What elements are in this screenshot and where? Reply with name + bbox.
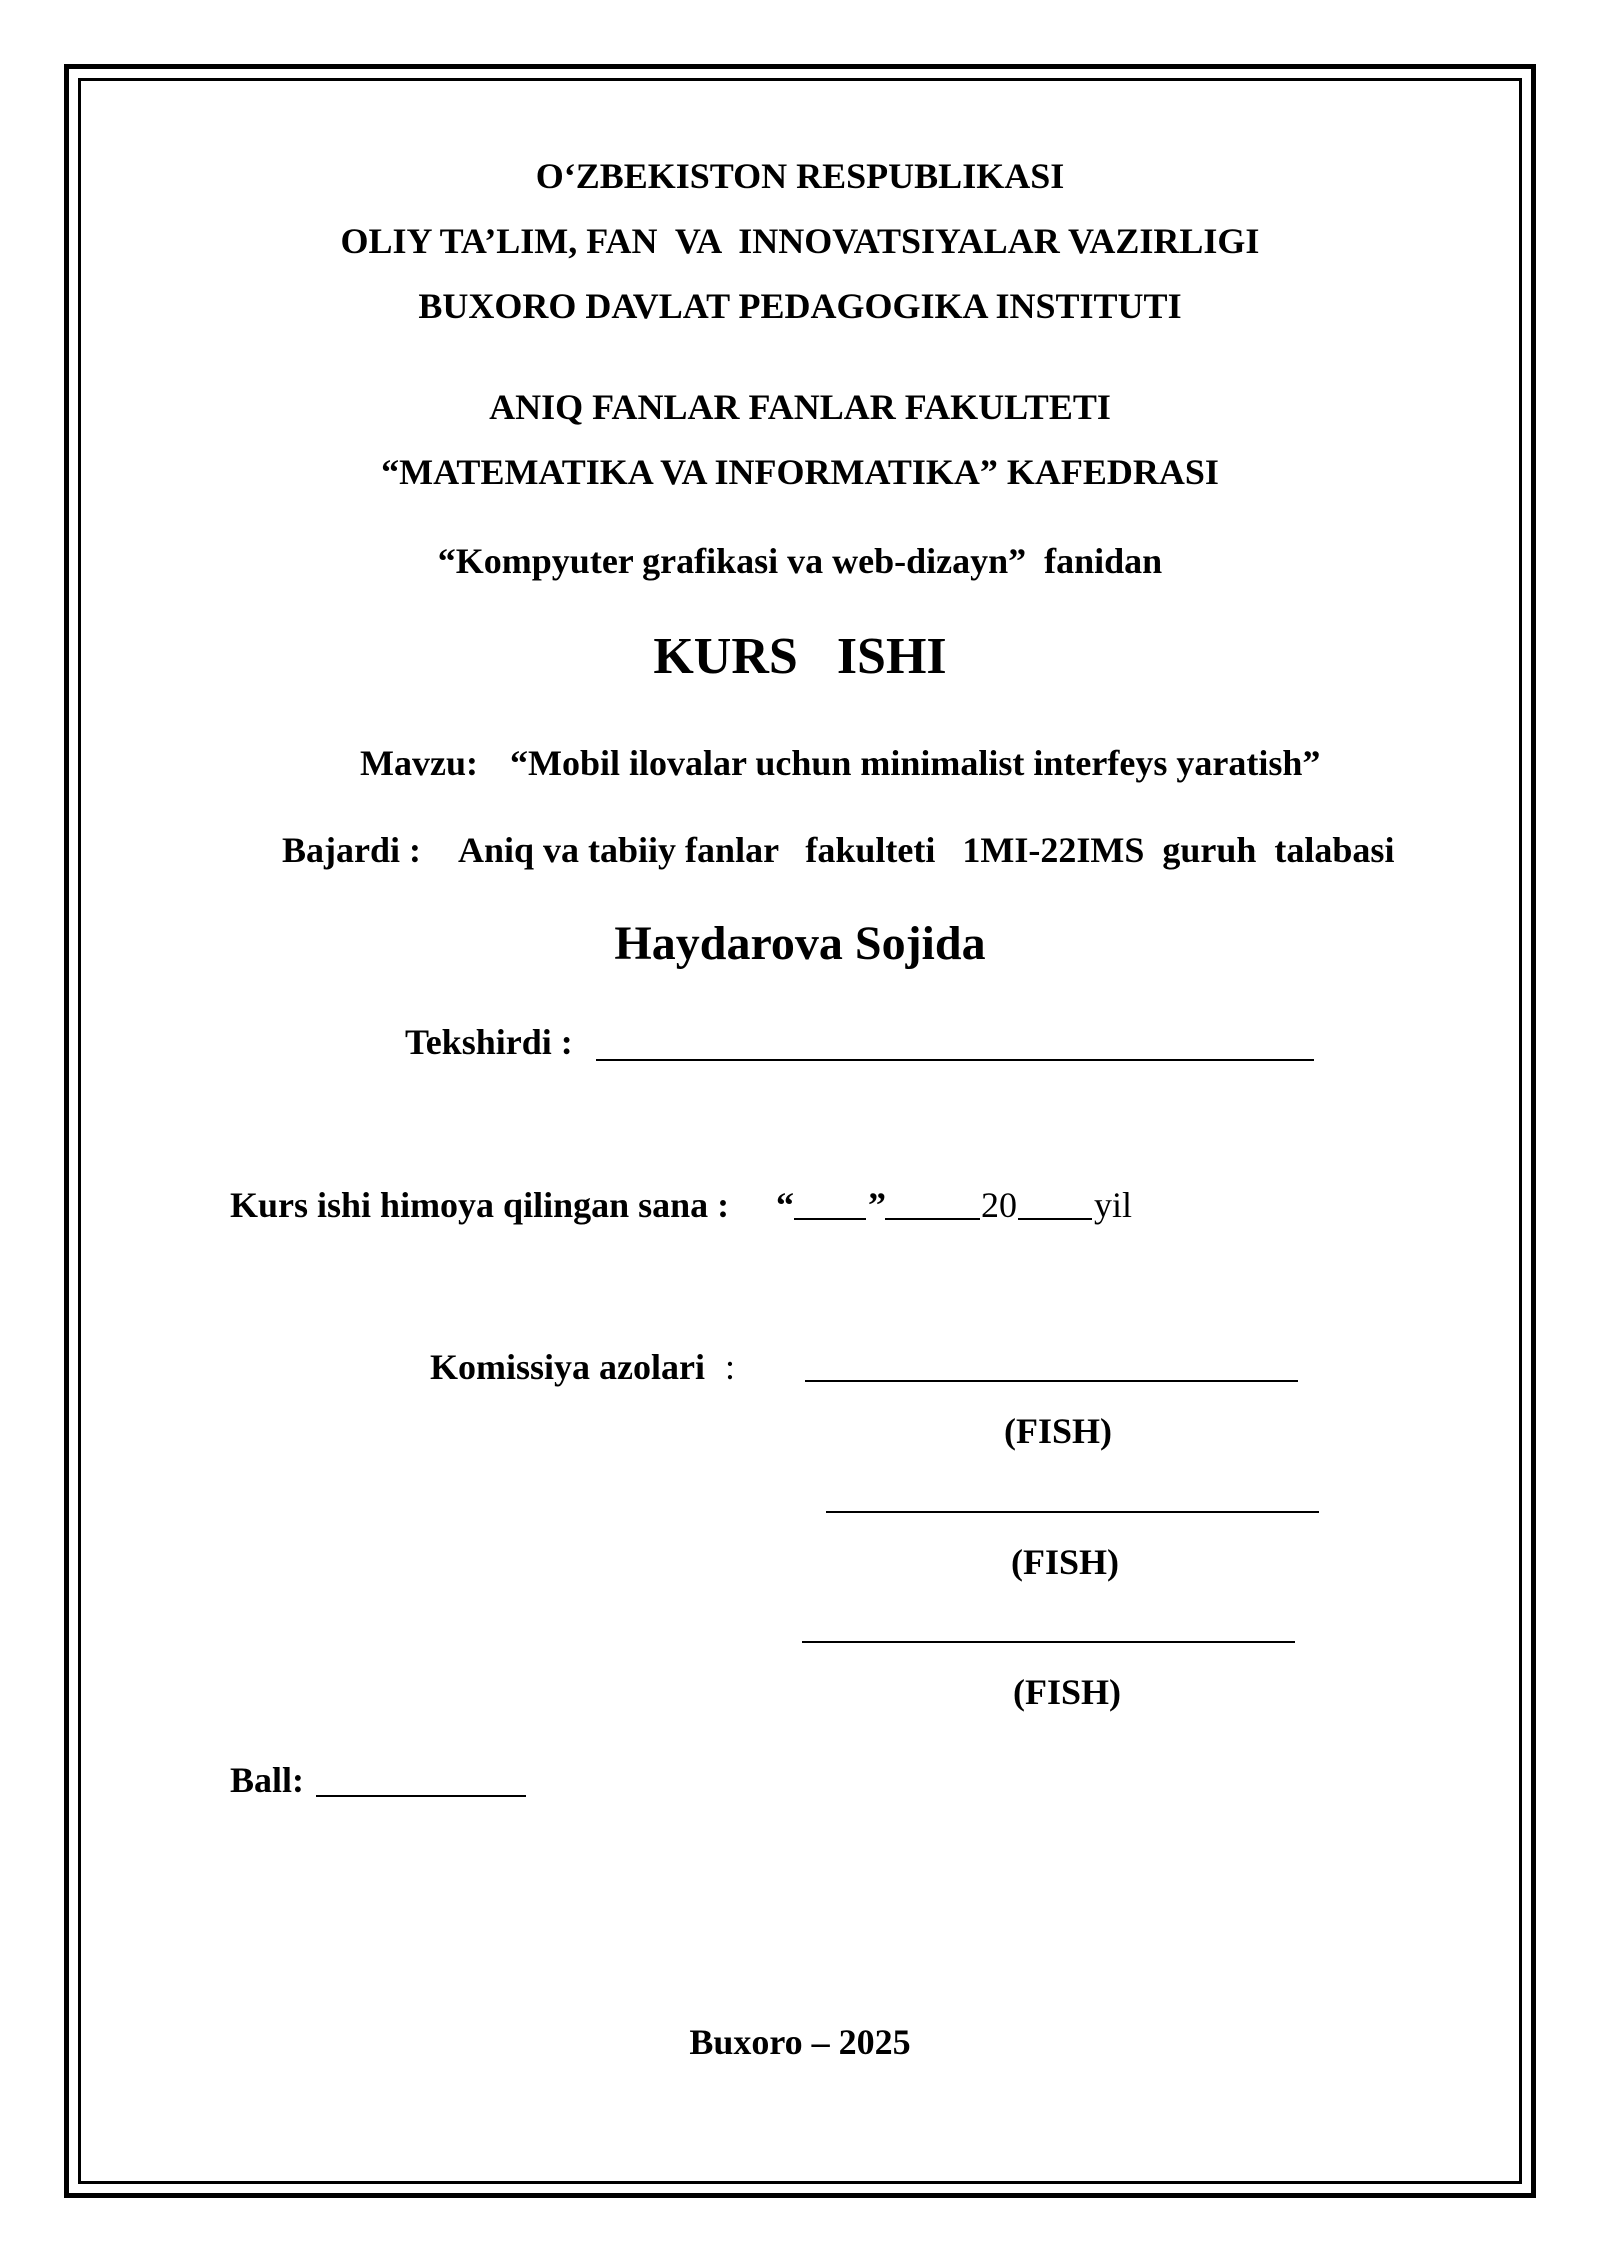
defense-open-quote: “ [776,1185,794,1225]
defense-month-blank [885,1218,980,1220]
commission-signature-line-3 [802,1641,1295,1643]
commission-member-2: (FISH) [1011,1542,1119,1582]
subject-line: “Kompyuter grafikasi va web-dizayn” fanidan [437,541,1163,581]
commission-member-3: (FISH) [1013,1672,1121,1712]
header-faculty: ANIQ FANLAR FANLAR FAKULTETI [489,387,1111,427]
header-country: O‘ZBEKISTON RESPUBLIKASI [535,156,1065,196]
footer-city-year: Buxoro – 2025 [689,2022,911,2062]
checker-signature-line [596,1059,1314,1061]
defense-close-quote: ” [868,1185,886,1225]
commission-colon: : [716,1347,736,1387]
performer-label: Bajardi : [282,830,421,870]
header-institute: BUXORO DAVLAT PEDAGOGIKA INSTITUTI [418,286,1182,326]
checker-label: Tekshirdi : [405,1022,573,1062]
document-title: KURS ISHI [653,628,947,685]
commission-signature-line-2 [826,1511,1319,1513]
topic-value: “Mobil ilovalar uchun minimalist interfeys yaratish” [510,743,1321,783]
commission-signature-line-1 [805,1380,1298,1382]
topic-label: Mavzu: [360,743,478,783]
ball-label: Ball: [230,1760,305,1800]
header-department: “MATEMATIKA VA INFORMATIKA” KAFEDRASI [381,452,1219,492]
student-name: Haydarova Sojida [614,917,986,970]
defense-century: 20 [981,1185,1017,1225]
defense-day-blank [794,1218,866,1220]
defense-date-label: Kurs ishi himoya qilingan sana : [230,1185,730,1225]
ball-blank-line [316,1795,526,1797]
header-ministry: OLIY TA’LIM, FAN VA INNOVATSIYALAR VAZIRLIGI [340,221,1260,261]
defense-year-word: yil [1094,1185,1133,1225]
defense-year-blank [1018,1218,1092,1220]
performer-value: Aniq va tabiiy fanlar fakulteti 1MI-22IMS guruh talabasi [458,830,1395,870]
commission-label: Komissiya azolari [430,1347,705,1387]
commission-member-1: (FISH) [1004,1411,1112,1451]
